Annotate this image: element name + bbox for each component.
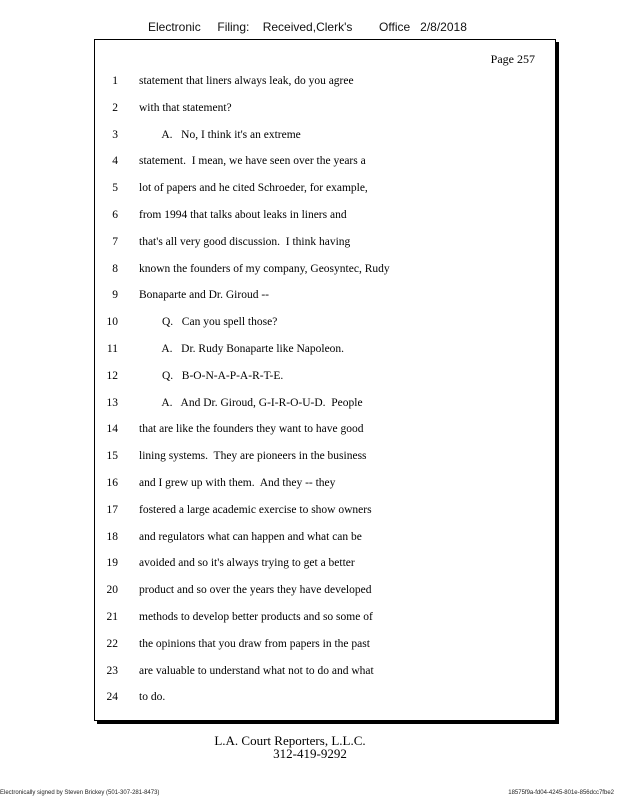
line-text: from 1994 that talks about leaks in liners and [139,208,347,221]
line-text: that's all very good discussion. I think having [139,235,351,248]
transcript-line [95,553,555,580]
transcript-line [95,285,555,312]
line-number: 6 [112,208,118,221]
line-text: Bonaparte and Dr. Giroud -- [139,289,269,302]
filing-stamp-header: Electronic Filing: Received,Clerk's Office 2/8/2018 [148,20,467,34]
transcript-line [95,366,555,393]
line-text: to do. [139,691,166,704]
transcript-line [95,661,555,688]
line-number: 23 [106,664,118,677]
line-text: with that statement? [139,101,232,114]
line-text: product and so over the years they have developed [139,584,372,597]
line-number: 8 [112,262,118,275]
transcript-line [95,232,555,259]
transcript-line [95,393,555,420]
line-number: 20 [106,584,118,597]
line-number: 5 [112,182,118,195]
transcript-line [95,125,555,152]
line-number: 1 [112,75,118,87]
transcript-line [95,98,555,125]
line-number: 19 [106,557,118,570]
line-text: and I grew up with them. And they -- they [139,476,336,489]
line-text: A. No, I think it's an extreme [139,128,301,141]
transcript-line [95,634,555,661]
transcript-line [95,500,555,527]
transcript-line [95,687,555,714]
line-number: 10 [106,316,118,329]
transcript-line [95,580,555,607]
line-text: known the founders of my company, Geosyntec, Rudy [139,262,390,275]
line-text: A. And Dr. Giroud, G-I-R-O-U-D. People [139,396,363,409]
page-number: Page 257 [490,52,535,66]
court-reporter-name: L.A. Court Reporters, L.L.C. [214,733,366,748]
line-number: 2 [112,101,118,114]
transcript-line [95,607,555,634]
transcript-line [95,312,555,339]
electronic-signature-note: Electronically signed by Steven Brickey (501-307-281-8473) [0,790,160,796]
line-text: lot of papers and he cited Schroeder, for example, [139,182,368,195]
line-number: 22 [106,637,118,650]
line-number: 13 [106,396,118,409]
line-text: methods to develop better products and so some of [139,610,373,623]
transcript-line [95,178,555,205]
transcript-page [94,39,556,721]
line-text: that are like the founders they want to have good [139,423,364,436]
transcript-line [95,473,555,500]
transcript-line [95,259,555,286]
transcript-line [95,71,555,98]
transcript-line [95,527,555,554]
line-number: 9 [112,289,118,302]
line-text: statement. I mean, we have seen over the years a [139,155,366,168]
document-id: 18575f9a-fd04-4245-801e-856dcc7fbe2 [508,790,614,796]
line-number: 17 [106,503,118,516]
transcript-line [95,339,555,366]
line-number: 4 [112,155,118,168]
line-number: 11 [106,342,118,355]
line-number: 12 [106,369,118,382]
transcript-line [95,446,555,473]
line-number: 16 [106,476,118,489]
transcript-lines [95,71,555,714]
line-number: 15 [106,450,118,463]
line-text: and regulators what can happen and what can be [139,530,362,543]
line-text: the opinions that you draw from papers in the past [139,637,370,650]
line-number: 18 [106,530,118,543]
line-number: 14 [106,423,118,436]
line-number: 24 [106,691,118,704]
transcript-line [95,205,555,232]
line-text: Q. B-O-N-A-P-A-R-T-E. [139,369,284,382]
line-number: 21 [106,610,118,623]
line-text: A. Dr. Rudy Bonaparte like Napoleon. [139,342,345,355]
transcript-line [95,419,555,446]
line-text: fostered a large academic exercise to show owners [139,503,372,516]
line-text: are valuable to understand what not to do and what [139,664,374,677]
line-text: statement that liners always leak, do you agree [139,75,354,87]
court-reporter-phone: 312-419-9292 [273,746,347,761]
line-text: avoided and so it's always trying to get a better [139,557,355,570]
line-number: 7 [112,235,118,248]
line-number: 3 [112,128,118,141]
line-text: Q. Can you spell those? [139,316,278,329]
transcript-line [95,151,555,178]
line-text: lining systems. They are pioneers in the business [139,450,367,463]
